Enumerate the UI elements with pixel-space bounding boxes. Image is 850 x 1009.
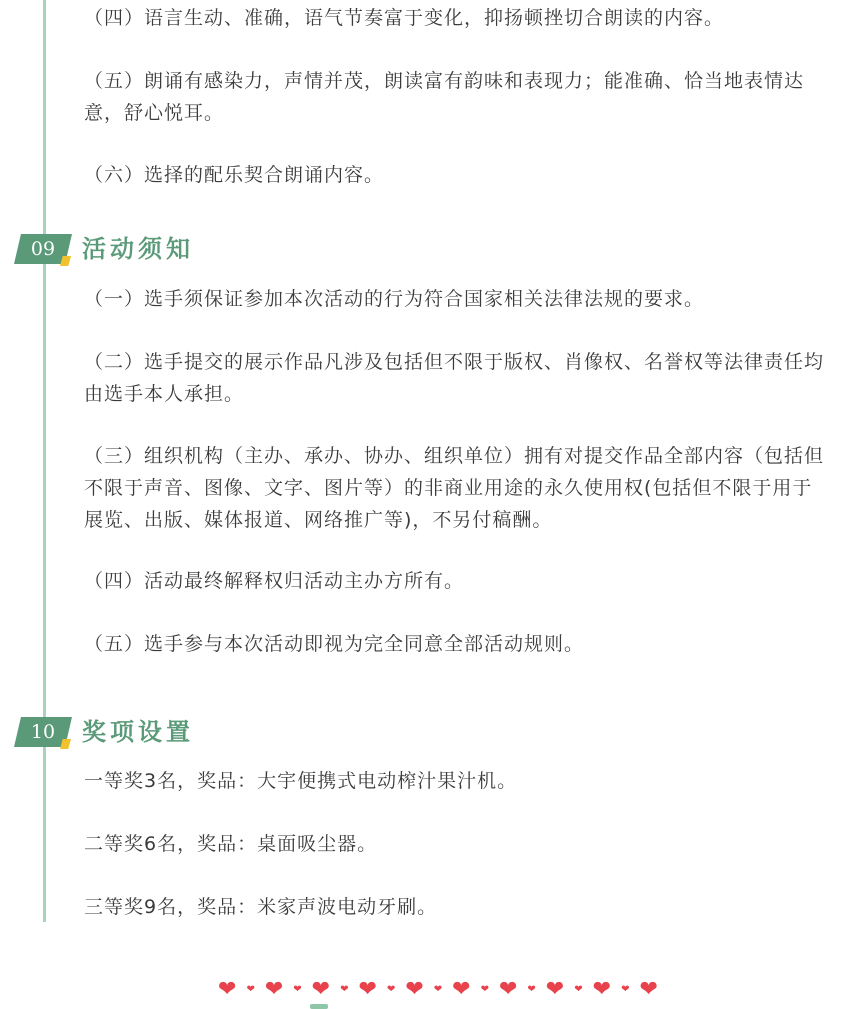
heart-icon: ❤ [592, 977, 612, 1002]
criteria-item-5: （五）朗诵有感染力，声情并茂，朗读富有韵味和表现力；能准确、恰当地表情达意，舒心悦耳。 [84, 70, 805, 124]
heart-icon: ❤ [621, 984, 630, 995]
heart-icon: ❤ [433, 984, 443, 995]
criteria-item-6: （六）选择的配乐契合朗诵内容。 [84, 164, 385, 186]
section-title: 活动须知 [82, 235, 194, 263]
criteria-item-4: （四）语言生动、准确，语气节奏富于变化，抑扬顿挫切合朗读的内容。 [84, 7, 725, 29]
heart-icon: ❤ [358, 977, 377, 1002]
section-number: 09 [30, 238, 56, 260]
prize-item-1: 一等奖3名，奖品：大宇便携式电动榨汁果汁机。 [84, 770, 518, 792]
section-number: 10 [30, 721, 56, 743]
heart-icon: ❤ [498, 977, 518, 1002]
heart-icon: ❤ [386, 984, 396, 995]
heart-icon: ❤ [480, 984, 489, 995]
prize-item-2: 二等奖6名，奖品：桌面吸尘器。 [84, 833, 378, 855]
heart-icon: ❤ [246, 984, 255, 995]
notice-item-5: （五）选手参与本次活动即视为完全同意全部活动规则。 [84, 633, 585, 655]
heart-divider [218, 978, 658, 1002]
notice-item-4: （四）活动最终解释权归活动主办方所有。 [84, 570, 465, 592]
heart-icon: ❤ [340, 984, 349, 995]
timeline-line [43, 0, 46, 922]
heart-icon: ❤ [639, 977, 658, 1002]
heart-icon: ❤ [574, 984, 583, 995]
notice-item-3: （三）组织机构（主办、承办、协办、组织单位）拥有对提交作品全部内容（包括但不限于声音、图像、文字、图片等）的非商业用途的永久使用权(包括但不限于用于展览、出版、媒体报道、网络推广等)，不另付稿酬。 [84, 445, 825, 531]
notice-item-1: （一）选手须保证参加本次活动的行为符合国家相关法律法规的要求。 [84, 288, 705, 310]
heart-icon: ❤ [545, 977, 565, 1002]
notice-item-2: （二）选手提交的展示作品凡涉及包括但不限于版权、肖像权、名誉权等法律责任均由选手本人承担。 [84, 351, 825, 405]
heart-icon: ❤ [405, 977, 424, 1002]
heart-icon: ❤ [311, 977, 331, 1002]
prize-item-3: 三等奖9名，奖品：米家声波电动牙刷。 [84, 896, 438, 918]
heart-icon: ❤ [293, 984, 302, 995]
bottom-decoration [310, 1004, 328, 1009]
heart-icon: ❤ [527, 984, 536, 995]
heart-icon: ❤ [218, 977, 237, 1002]
heart-icon: ❤ [452, 977, 471, 1002]
section-title: 奖项设置 [82, 718, 194, 746]
heart-icon: ❤ [264, 977, 284, 1002]
